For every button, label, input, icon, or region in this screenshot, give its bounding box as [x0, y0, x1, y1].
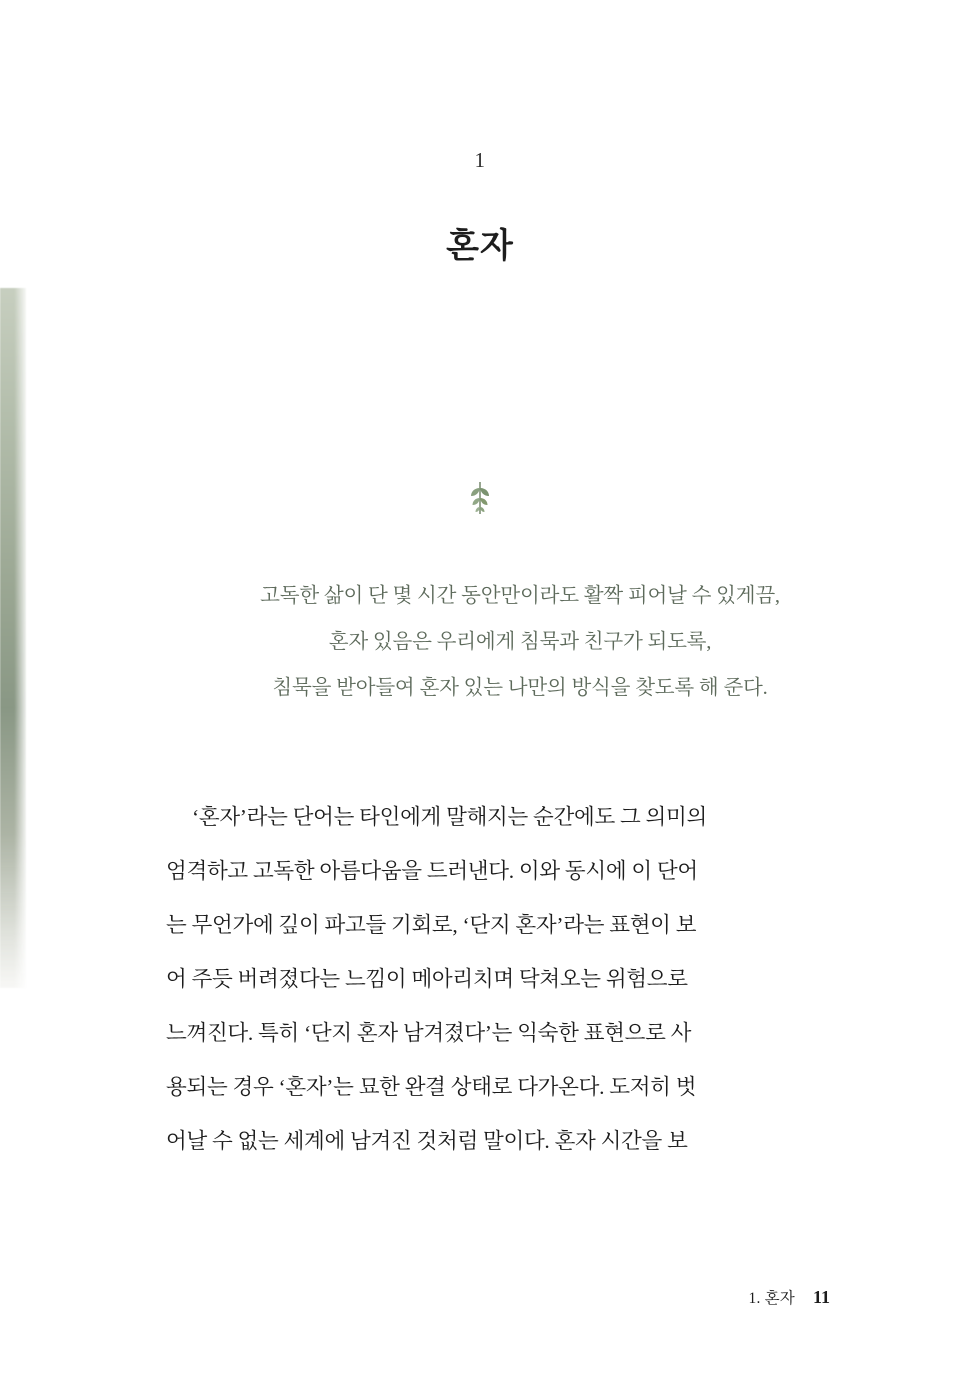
epigraph-line: 고독한 삶이 단 몇 시간 동안만이라도 활짝 피어날 수 있게끔, [260, 584, 780, 607]
epigraph-line: 혼자 있음은 우리에게 침묵과 친구가 되도록, [328, 630, 712, 653]
body-line: 는 무언가에 깊이 파고들 기회로, ‘단지 혼자’라는 표현이 보 [166, 913, 697, 937]
body-line: 용되는 경우 ‘혼자’는 묘한 완결 상태로 다가온다. 도저히 벗 [166, 1075, 697, 1099]
page-title: 혼자 [446, 227, 514, 265]
epigraph [160, 573, 880, 711]
body-line: 엄격하고 고독한 아름다움을 드러낸다. 이와 동시에 이 단어 [166, 859, 698, 883]
body-line: 어 주듯 버려졌다는 느낌이 메아리치며 닥쳐오는 위험으로 [166, 967, 688, 991]
page-number: 11 [812, 1287, 830, 1307]
leaf-sprig-ornament-icon [0, 478, 960, 522]
running-head: 1. 혼자 [748, 1290, 795, 1307]
body-line: 느껴진다. 특히 ‘단지 혼자 남겨졌다’는 익숙한 표현으로 사 [166, 1021, 692, 1045]
body-line: ‘혼자’라는 단어는 타인에게 말해지는 순간에도 그 의미의 [192, 805, 707, 829]
page-footer [749, 1286, 830, 1308]
body-paragraph [166, 790, 826, 1168]
epigraph-line: 침묵을 받아들여 혼자 있는 나만의 방식을 찾도록 해 준다. [272, 676, 768, 699]
body-line: 어날 수 없는 세계에 남겨진 것처럼 말이다. 혼자 시간을 보 [166, 1129, 688, 1153]
chapter-number: 1 [474, 148, 486, 172]
decorative-photo-strip [0, 288, 26, 988]
